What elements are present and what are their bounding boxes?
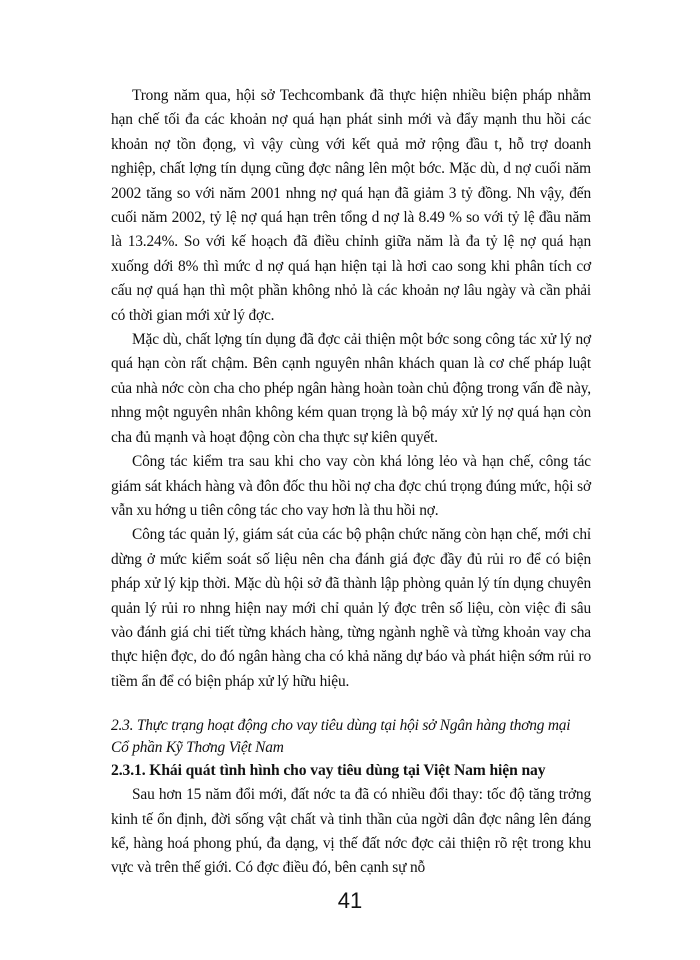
section-heading: 2.3. Thực trạng hoạt động cho vay tiêu dùng tại hội sở Ngân hàng thơng mại Cổ phần Kỹ Thơng Việt Nam bbox=[111, 717, 571, 757]
paragraph-post-loan-inspection: Công tác kiểm tra sau khi cho vay còn khá lỏng lẻo và hạn chế, công tác giám sát khách hàng và đôn đốc thu hồi nợ cha đợc chú trọng đúng mức, hội sở vẫn xu hớng u tiên công tác cho vay hơn là thu hồi nợ. bbox=[111, 453, 591, 519]
subsection-heading: 2.3.1. Khái quát tình hình cho vay tiêu dùng tại Việt Nam hiện nay bbox=[111, 762, 546, 780]
paragraph-risk-management: Công tác quản lý, giám sát của các bộ phận chức năng còn hạn chế, mới chỉ dừng ở mức kiểm soát số liệu nên cha đánh giá đợc đầy đủ rủi ro để có biện pháp xử lý kịp thời. Mặc dù hội sở đã thành lập phòng quản lý tín dụng chuyên quản lý rủi ro nhng hiện nay mới chỉ quản lý đợc trên số liệu, còn việc đi sâu vào đánh giá chi tiết từng khách hàng, từng ngành nghề và từng khoản vay cha thực hiện đợc, do đó ngân hàng cha có khả năng dự báo và phát hiện sớm rủi ro tiềm ẩn để có biện pháp xử lý hữu hiệu. bbox=[111, 526, 591, 690]
paragraph-bad-debt-measures: Trong năm qua, hội sở Techcombank đã thực hiện nhiều biện pháp nhằm hạn chế tối đa các khoản nợ quá hạn phát sinh mới và đẩy mạnh thu hồi các khoản nợ tồn đọng, vì vậy cùng với kết quả mở rộng đầu t, hỗ trợ doanh nghiệp, chất lợng tín dụng cũng đợc nâng lên một bớc. Mặc dù, d nợ cuối năm 2002 tăng so với năm 2001 nhng nợ quá hạn đã giảm 3 tỷ đồng. Nh vậy, đến cuối năm 2002, tỷ lệ nợ quá hạn trên tổng d nợ là 8.49 % so với tỷ lệ đầu năm là 13.24%. So với kế hoạch đã điều chỉnh giữa năm là đa tỷ lệ nợ quá hạn xuống dới 8% thì mức d nợ quá hạn hiện tại là hơi cao song khi phân tích cơ cấu nợ quá hạn thì một phần không nhỏ là các khoản nợ lâu ngày và cần phải có thời gian mới xử lý đợc. bbox=[111, 87, 591, 324]
paragraph-debt-handling: Mặc dù, chất lợng tín dụng đã đợc cải thiện một bớc song công tác xử lý nợ quá hạn còn rất chậm. Bên cạnh nguyên nhân khách quan là cơ chế pháp luật của nhà nớc còn cha cho phép ngân hàng hoàn toàn chủ động trong vấn đề này, nhng một nguyên nhân không kém quan trọng là bộ máy xử lý nợ quá hạn còn cha đủ mạnh và hoạt động còn cha thực sự kiên quyết. bbox=[111, 331, 591, 446]
paragraph-overview: Sau hơn 15 năm đổi mới, đất nớc ta đã có nhiều đổi thay: tốc độ tăng trởng kinh tế ổn định, đời sống vật chất và tinh thần của ngời dân đợc nâng lên đáng kể, hàng hoá phong phú, đa dạng, vị thế đất nớc đợc cải thiện rõ rệt trong khu vực và trên thế giới. Có đợc điều đó, bên cạnh sự nỗ bbox=[111, 786, 591, 877]
page-number: 41 bbox=[337, 888, 363, 913]
body-text bbox=[111, 84, 591, 881]
